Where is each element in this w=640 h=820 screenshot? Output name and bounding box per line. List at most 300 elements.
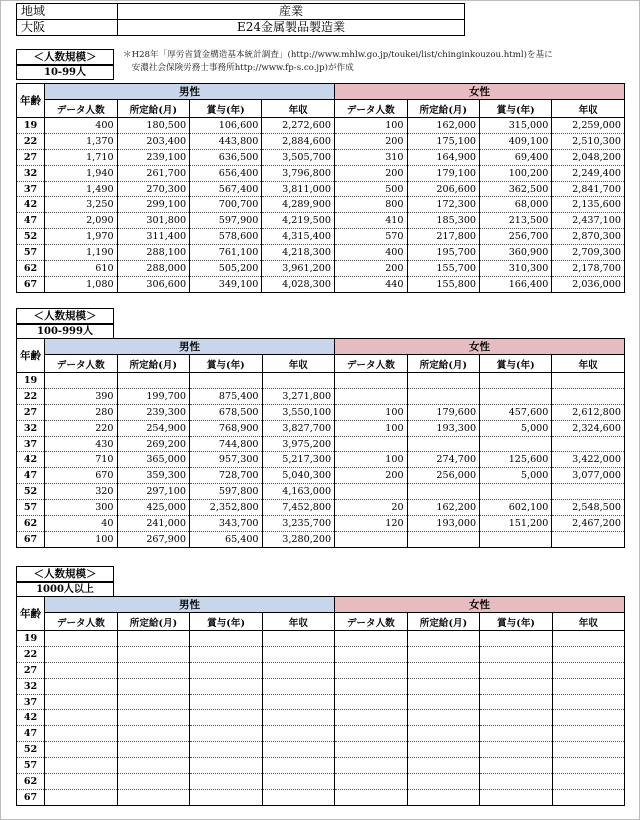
column-header: 賞与(年) — [480, 613, 552, 631]
column-header: 所定給(月) — [117, 100, 190, 118]
value-cell[interactable]: 301,800 — [117, 213, 190, 229]
value-cell[interactable]: 100,200 — [480, 165, 552, 181]
value-cell[interactable]: 3,975,200 — [262, 436, 335, 452]
value-cell[interactable] — [45, 646, 118, 662]
value-cell[interactable]: 125,600 — [480, 452, 552, 468]
value-cell[interactable] — [190, 742, 262, 758]
value-cell[interactable] — [190, 631, 262, 647]
value-cell[interactable]: 217,800 — [407, 229, 480, 245]
value-cell[interactable] — [552, 694, 624, 710]
value-cell[interactable] — [45, 694, 118, 710]
value-cell[interactable]: 280 — [45, 404, 118, 420]
value-cell[interactable] — [407, 710, 480, 726]
value-cell[interactable]: 3,250 — [45, 197, 118, 213]
value-cell[interactable]: 349,100 — [190, 276, 262, 292]
value-cell[interactable] — [45, 789, 118, 805]
value-cell[interactable] — [480, 646, 552, 662]
value-cell[interactable] — [45, 742, 118, 758]
column-header: 賞与(年) — [480, 100, 552, 118]
value-cell[interactable] — [480, 774, 552, 790]
age-cell: 27 — [17, 404, 45, 420]
value-cell[interactable] — [480, 789, 552, 805]
value-cell[interactable] — [334, 678, 407, 694]
size-value[interactable]: 10-99人 — [16, 65, 114, 80]
value-cell[interactable]: 310,300 — [480, 261, 552, 277]
value-cell[interactable] — [335, 531, 408, 547]
value-cell[interactable]: 5,217,300 — [262, 452, 335, 468]
size-value[interactable]: 100-999人 — [16, 324, 114, 339]
value-cell[interactable]: 2,709,300 — [552, 245, 625, 261]
value-cell[interactable] — [117, 726, 190, 742]
value-cell[interactable]: 206,600 — [407, 181, 480, 197]
value-cell[interactable] — [480, 631, 552, 647]
value-cell[interactable] — [552, 742, 624, 758]
value-cell[interactable] — [407, 726, 480, 742]
value-cell[interactable] — [262, 678, 334, 694]
value-cell[interactable] — [262, 373, 335, 389]
value-cell[interactable]: 678,500 — [190, 404, 263, 420]
value-cell[interactable]: 267,900 — [117, 531, 190, 547]
value-cell[interactable]: 1,940 — [45, 165, 118, 181]
value-cell[interactable]: 2,548,500 — [552, 500, 625, 516]
value-cell[interactable]: 179,600 — [407, 404, 480, 420]
value-cell[interactable]: 440 — [334, 276, 407, 292]
value-cell[interactable] — [552, 758, 624, 774]
value-cell[interactable]: 500 — [334, 181, 407, 197]
value-cell[interactable]: 310 — [334, 149, 407, 165]
value-cell[interactable] — [334, 662, 407, 678]
value-cell[interactable]: 5,000 — [480, 468, 552, 484]
value-cell[interactable]: 315,000 — [480, 118, 552, 134]
value-cell[interactable] — [552, 646, 624, 662]
value-cell[interactable]: 299,100 — [117, 197, 190, 213]
value-cell[interactable]: 151,200 — [480, 516, 552, 532]
column-header: 賞与(年) — [190, 355, 263, 373]
value-cell[interactable] — [480, 436, 552, 452]
value-cell[interactable] — [334, 631, 407, 647]
value-cell[interactable] — [407, 742, 480, 758]
value-cell[interactable] — [335, 373, 408, 389]
value-cell[interactable] — [45, 710, 118, 726]
value-cell[interactable]: 1,970 — [45, 229, 118, 245]
value-cell[interactable] — [407, 388, 480, 404]
column-header: 年収 — [262, 613, 334, 631]
value-cell[interactable] — [262, 758, 334, 774]
value-cell[interactable]: 443,800 — [190, 133, 262, 149]
value-cell[interactable] — [552, 710, 624, 726]
value-cell[interactable] — [190, 710, 262, 726]
value-cell[interactable] — [117, 758, 190, 774]
column-header: 所定給(月) — [407, 100, 480, 118]
wage-table — [16, 596, 625, 806]
value-cell[interactable]: 269,200 — [117, 436, 190, 452]
value-cell[interactable]: 166,400 — [480, 276, 552, 292]
value-cell[interactable]: 3,422,000 — [552, 452, 625, 468]
value-cell[interactable]: 320 — [45, 484, 118, 500]
value-cell[interactable]: 297,100 — [117, 484, 190, 500]
column-header: データ人数 — [45, 355, 118, 373]
value-cell[interactable]: 164,900 — [407, 149, 480, 165]
value-cell[interactable] — [190, 373, 263, 389]
value-cell[interactable] — [45, 662, 118, 678]
value-cell[interactable]: 728,700 — [190, 468, 263, 484]
value-cell[interactable]: 274,700 — [407, 452, 480, 468]
value-cell[interactable]: 3,280,200 — [262, 531, 335, 547]
value-cell[interactable]: 162,200 — [407, 500, 480, 516]
value-cell[interactable]: 3,550,100 — [262, 404, 335, 420]
table-row — [17, 789, 625, 805]
value-cell[interactable]: 567,400 — [190, 181, 262, 197]
value-cell[interactable] — [262, 646, 334, 662]
value-cell[interactable] — [190, 774, 262, 790]
value-cell[interactable] — [262, 789, 334, 805]
value-cell[interactable] — [407, 484, 480, 500]
value-cell[interactable] — [480, 373, 552, 389]
value-cell[interactable] — [480, 678, 552, 694]
column-header: 賞与(年) — [480, 355, 552, 373]
value-cell[interactable]: 239,100 — [117, 149, 190, 165]
value-cell[interactable]: 4,315,400 — [262, 229, 335, 245]
value-cell[interactable]: 203,400 — [117, 133, 190, 149]
value-cell[interactable]: 2,135,600 — [552, 197, 625, 213]
column-header: 年収 — [262, 355, 335, 373]
value-cell[interactable] — [117, 774, 190, 790]
table-row — [17, 197, 625, 213]
value-cell[interactable] — [552, 726, 624, 742]
value-cell[interactable]: 200 — [334, 165, 407, 181]
value-cell[interactable] — [334, 758, 407, 774]
value-cell[interactable]: 4,219,500 — [262, 213, 335, 229]
value-cell[interactable] — [117, 373, 190, 389]
value-cell[interactable] — [117, 710, 190, 726]
value-cell[interactable]: 597,800 — [190, 484, 263, 500]
value-cell[interactable] — [407, 789, 480, 805]
value-cell[interactable] — [480, 388, 552, 404]
value-cell[interactable] — [262, 726, 334, 742]
value-cell[interactable]: 5,000 — [480, 420, 552, 436]
value-cell[interactable]: 4,289,900 — [262, 197, 335, 213]
value-cell[interactable]: 800 — [334, 197, 407, 213]
value-cell[interactable]: 409,100 — [480, 133, 552, 149]
value-cell[interactable]: 578,600 — [190, 229, 262, 245]
value-cell[interactable] — [480, 742, 552, 758]
value-cell[interactable]: 106,600 — [190, 118, 262, 134]
value-cell[interactable]: 100 — [335, 452, 408, 468]
value-cell[interactable] — [190, 726, 262, 742]
value-cell[interactable]: 957,300 — [190, 452, 263, 468]
value-cell[interactable]: 761,100 — [190, 245, 262, 261]
value-cell[interactable] — [552, 388, 625, 404]
value-cell[interactable]: 68,000 — [480, 197, 552, 213]
value-cell[interactable] — [480, 758, 552, 774]
age-cell: 57 — [17, 758, 45, 774]
value-cell[interactable] — [407, 631, 480, 647]
value-cell[interactable]: 1,080 — [45, 276, 118, 292]
value-cell[interactable]: 2,036,000 — [552, 276, 625, 292]
value-cell[interactable] — [334, 789, 407, 805]
value-cell[interactable] — [480, 531, 552, 547]
value-cell[interactable] — [407, 662, 480, 678]
value-cell[interactable] — [552, 531, 625, 547]
value-cell[interactable]: 4,163,000 — [262, 484, 335, 500]
value-cell[interactable]: 2,841,700 — [552, 181, 625, 197]
value-cell[interactable]: 3,505,700 — [262, 149, 335, 165]
value-cell[interactable] — [190, 662, 262, 678]
value-cell[interactable]: 3,796,800 — [262, 165, 335, 181]
value-cell[interactable]: 2,437,100 — [552, 213, 625, 229]
value-cell[interactable]: 195,700 — [407, 245, 480, 261]
value-cell[interactable] — [407, 436, 480, 452]
value-cell[interactable]: 100 — [335, 420, 408, 436]
value-cell[interactable]: 100 — [334, 118, 407, 134]
value-cell[interactable]: 390 — [45, 388, 118, 404]
value-cell[interactable]: 193,000 — [407, 516, 480, 532]
value-cell[interactable]: 2,272,600 — [262, 118, 335, 134]
age-cell: 27 — [17, 149, 45, 165]
value-cell[interactable]: 270,300 — [117, 181, 190, 197]
value-cell[interactable]: 220 — [45, 420, 118, 436]
value-cell[interactable]: 2,090 — [45, 213, 118, 229]
value-cell[interactable] — [45, 631, 118, 647]
value-cell[interactable] — [552, 373, 625, 389]
value-cell[interactable]: 4,218,300 — [262, 245, 335, 261]
value-cell[interactable]: 2,510,300 — [552, 133, 625, 149]
region-value[interactable]: 大阪 — [17, 20, 118, 36]
value-cell[interactable] — [117, 678, 190, 694]
value-cell[interactable] — [45, 726, 118, 742]
value-cell[interactable]: 213,500 — [480, 213, 552, 229]
value-cell[interactable]: 362,500 — [480, 181, 552, 197]
value-cell[interactable] — [117, 646, 190, 662]
male-header: 男性 — [45, 597, 335, 613]
value-cell[interactable]: 311,400 — [117, 229, 190, 245]
value-cell[interactable] — [334, 710, 407, 726]
value-cell[interactable]: 400 — [334, 245, 407, 261]
value-cell[interactable] — [480, 694, 552, 710]
size-value[interactable]: 1000人以上 — [16, 582, 114, 597]
value-cell[interactable]: 3,077,000 — [552, 468, 625, 484]
value-cell[interactable]: 1,190 — [45, 245, 118, 261]
value-cell[interactable]: 400 — [45, 118, 118, 134]
value-cell[interactable] — [262, 774, 334, 790]
value-cell[interactable]: 365,000 — [117, 452, 190, 468]
value-cell[interactable]: 254,900 — [117, 420, 190, 436]
value-cell[interactable]: 200 — [334, 133, 407, 149]
value-cell[interactable]: 155,800 — [407, 276, 480, 292]
value-cell[interactable]: 360,900 — [480, 245, 552, 261]
table-row — [17, 468, 625, 484]
value-cell[interactable] — [480, 484, 552, 500]
value-cell[interactable] — [334, 694, 407, 710]
value-cell[interactable] — [190, 694, 262, 710]
value-cell[interactable]: 2,467,200 — [552, 516, 625, 532]
value-cell[interactable]: 185,300 — [407, 213, 480, 229]
value-cell[interactable] — [262, 710, 334, 726]
value-cell[interactable]: 2,048,200 — [552, 149, 625, 165]
value-cell[interactable]: 1,710 — [45, 149, 118, 165]
value-cell[interactable] — [262, 742, 334, 758]
value-cell[interactable]: 768,900 — [190, 420, 263, 436]
value-cell[interactable]: 2,612,800 — [552, 404, 625, 420]
value-cell[interactable]: 20 — [335, 500, 408, 516]
value-cell[interactable] — [552, 678, 624, 694]
value-cell[interactable] — [552, 484, 625, 500]
table-row — [17, 678, 625, 694]
value-cell[interactable]: 100 — [45, 531, 118, 547]
table-row — [17, 531, 625, 547]
column-header: 年収 — [552, 613, 624, 631]
age-cell: 22 — [17, 133, 45, 149]
value-cell[interactable]: 65,400 — [190, 531, 263, 547]
value-cell[interactable]: 2,178,700 — [552, 261, 625, 277]
value-cell[interactable] — [190, 758, 262, 774]
value-cell[interactable] — [552, 662, 624, 678]
value-cell[interactable]: 425,000 — [117, 500, 190, 516]
value-cell[interactable]: 175,100 — [407, 133, 480, 149]
value-cell[interactable]: 193,300 — [407, 420, 480, 436]
value-cell[interactable]: 4,028,300 — [262, 276, 335, 292]
value-cell[interactable]: 610 — [45, 261, 118, 277]
value-cell[interactable]: 700,700 — [190, 197, 262, 213]
value-cell[interactable] — [552, 774, 624, 790]
value-cell[interactable] — [480, 662, 552, 678]
table-row — [17, 662, 625, 678]
value-cell[interactable] — [117, 631, 190, 647]
table-row — [17, 373, 625, 389]
value-cell[interactable]: 256,700 — [480, 229, 552, 245]
value-cell[interactable] — [407, 373, 480, 389]
value-cell[interactable]: 710 — [45, 452, 118, 468]
value-cell[interactable] — [407, 646, 480, 662]
value-cell[interactable]: 343,700 — [190, 516, 263, 532]
value-cell[interactable] — [407, 758, 480, 774]
value-cell[interactable]: 505,200 — [190, 261, 262, 277]
value-cell[interactable] — [407, 678, 480, 694]
value-cell[interactable] — [335, 436, 408, 452]
value-cell[interactable] — [45, 774, 118, 790]
value-cell[interactable]: 241,000 — [117, 516, 190, 532]
male-header: 男性 — [45, 84, 335, 100]
value-cell[interactable]: 180,500 — [117, 118, 190, 134]
value-cell[interactable]: 3,961,200 — [262, 261, 335, 277]
value-cell[interactable]: 3,827,700 — [262, 420, 335, 436]
value-cell[interactable] — [117, 662, 190, 678]
value-cell[interactable]: 656,400 — [190, 165, 262, 181]
value-cell[interactable]: 3,235,700 — [262, 516, 335, 532]
value-cell[interactable]: 69,400 — [480, 149, 552, 165]
value-cell[interactable] — [480, 710, 552, 726]
value-cell[interactable] — [262, 631, 334, 647]
value-cell[interactable]: 3,811,000 — [262, 181, 335, 197]
value-cell[interactable]: 40 — [45, 516, 118, 532]
value-cell[interactable]: 100 — [335, 404, 408, 420]
value-cell[interactable]: 1,490 — [45, 181, 118, 197]
value-cell[interactable] — [117, 789, 190, 805]
value-cell[interactable]: 3,271,800 — [262, 388, 335, 404]
value-cell[interactable] — [190, 789, 262, 805]
value-cell[interactable]: 200 — [334, 261, 407, 277]
value-cell[interactable] — [45, 373, 118, 389]
value-cell[interactable] — [552, 631, 624, 647]
value-cell[interactable]: 2,249,400 — [552, 165, 625, 181]
value-cell[interactable]: 288,000 — [117, 261, 190, 277]
value-cell[interactable]: 199,700 — [117, 388, 190, 404]
value-cell[interactable] — [262, 662, 334, 678]
value-cell[interactable]: 7,452,800 — [262, 500, 335, 516]
value-cell[interactable]: 636,500 — [190, 149, 262, 165]
value-cell[interactable] — [117, 694, 190, 710]
table-row — [17, 726, 625, 742]
value-cell[interactable] — [334, 742, 407, 758]
value-cell[interactable]: 2,324,600 — [552, 420, 625, 436]
value-cell[interactable]: 597,900 — [190, 213, 262, 229]
value-cell[interactable]: 430 — [45, 436, 118, 452]
value-cell[interactable] — [190, 646, 262, 662]
value-cell[interactable] — [335, 388, 408, 404]
value-cell[interactable]: 457,600 — [480, 404, 552, 420]
value-cell[interactable]: 875,400 — [190, 388, 263, 404]
value-cell[interactable] — [117, 742, 190, 758]
age-header: 年齢 — [17, 84, 45, 118]
value-cell[interactable]: 5,040,300 — [262, 468, 335, 484]
value-cell[interactable]: 288,100 — [117, 245, 190, 261]
value-cell[interactable]: 2,884,600 — [262, 133, 335, 149]
value-cell[interactable] — [334, 774, 407, 790]
column-header: データ人数 — [334, 613, 407, 631]
value-cell[interactable] — [552, 436, 625, 452]
value-cell[interactable] — [45, 758, 118, 774]
value-cell[interactable] — [407, 774, 480, 790]
value-cell[interactable] — [407, 694, 480, 710]
value-cell[interactable]: 2,352,800 — [190, 500, 263, 516]
value-cell[interactable] — [45, 678, 118, 694]
value-cell[interactable] — [407, 531, 480, 547]
value-cell[interactable]: 410 — [334, 213, 407, 229]
value-cell[interactable]: 570 — [334, 229, 407, 245]
value-cell[interactable]: 2,870,300 — [552, 229, 625, 245]
value-cell[interactable] — [334, 726, 407, 742]
value-cell[interactable]: 1,370 — [45, 133, 118, 149]
value-cell[interactable]: 256,000 — [407, 468, 480, 484]
value-cell[interactable]: 162,000 — [407, 118, 480, 134]
value-cell[interactable]: 306,600 — [117, 276, 190, 292]
value-cell[interactable]: 172,300 — [407, 197, 480, 213]
value-cell[interactable]: 179,100 — [407, 165, 480, 181]
value-cell[interactable] — [480, 726, 552, 742]
value-cell[interactable] — [190, 678, 262, 694]
value-cell[interactable]: 670 — [45, 468, 118, 484]
value-cell[interactable]: 359,300 — [117, 468, 190, 484]
value-cell[interactable] — [262, 694, 334, 710]
value-cell[interactable]: 200 — [335, 468, 408, 484]
value-cell[interactable] — [552, 789, 624, 805]
value-cell[interactable] — [334, 646, 407, 662]
age-cell: 27 — [17, 662, 45, 678]
industry-label: 産業 — [118, 4, 465, 20]
value-cell[interactable]: 602,100 — [480, 500, 552, 516]
value-cell[interactable]: 261,700 — [117, 165, 190, 181]
table-row — [17, 165, 625, 181]
value-cell[interactable] — [335, 484, 408, 500]
value-cell[interactable]: 155,700 — [407, 261, 480, 277]
value-cell[interactable]: 120 — [335, 516, 408, 532]
value-cell[interactable]: 744,800 — [190, 436, 263, 452]
column-header: 所定給(月) — [407, 355, 480, 373]
value-cell[interactable]: 300 — [45, 500, 118, 516]
value-cell[interactable]: 239,300 — [117, 404, 190, 420]
industry-value[interactable]: E24金属製品製造業 — [118, 20, 465, 36]
value-cell[interactable]: 2,259,000 — [552, 118, 625, 134]
